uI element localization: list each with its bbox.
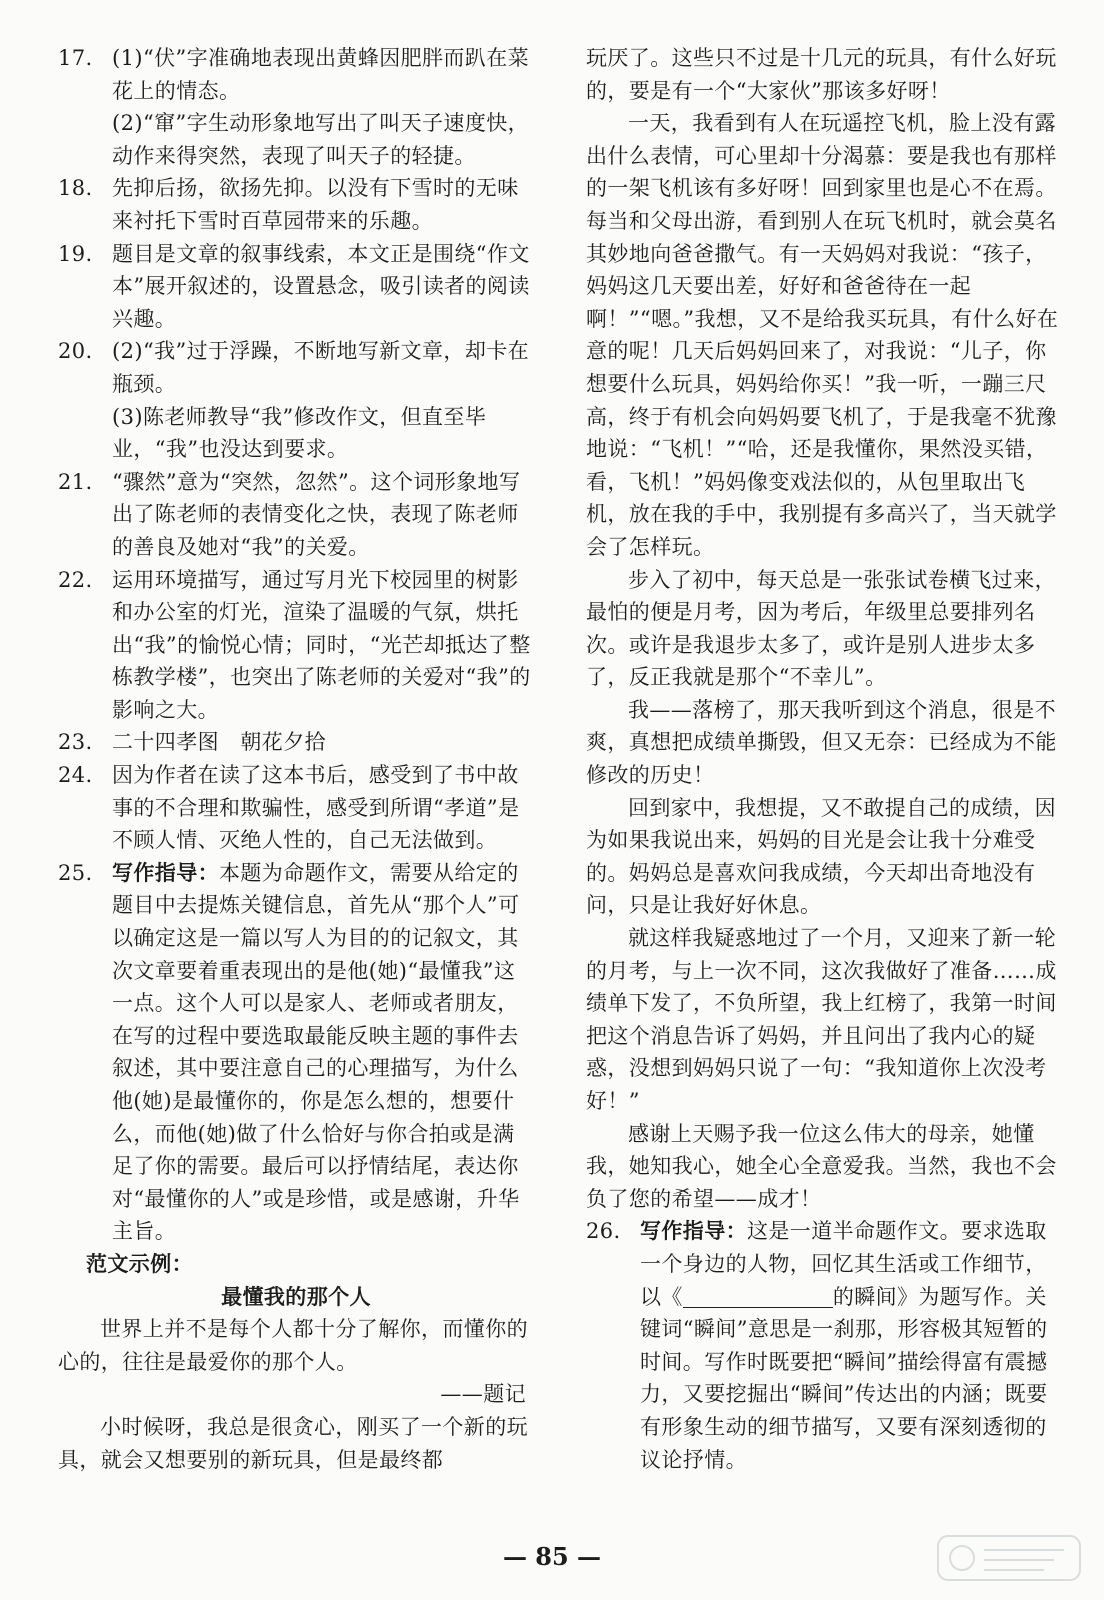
answer-text: 二十四孝图 朝花夕拾 (112, 730, 326, 755)
answer-25 (58, 857, 534, 1248)
answer-part: (2)“窜”字生动形象地写出了叫天子速度快，动作来得突然，表现了叫天子的轻捷。 (112, 111, 530, 168)
answer-number: 17. (58, 46, 93, 70)
writing-guide-label: 写作指导： (112, 859, 219, 885)
essay-paragraph: 小时候呀，我总是很贪心，刚买了一个新的玩具，就会又想要别的新玩具，但是最终都 (58, 1414, 528, 1472)
essay-paragraph: 我——落榜了，那天我听到这个消息，很是不爽，真想把成绩单撕毁，但又无奈：已经成为不能修改的历史！ (586, 697, 1057, 788)
answer-text (112, 857, 534, 1248)
answer-part: (1)“伏”字准确地表现出黄蜂因肥胖而趴在菜花上的情态。 (112, 46, 530, 103)
writing-guide-text: 这是一道半命题作文。要求选取一个身边的人物，回忆其生活或工作细节，以《 (640, 1219, 1047, 1309)
answer-number: 23. (58, 730, 93, 755)
answer-number: 18. (58, 176, 93, 201)
writing-guide-text: 本题为命题作文，需要从给定的题目中去提炼关键信息，首先从“那个人”可以确定这是一篇以写人为目的的记叙文，其次文章要着重表现出的是他(她)“最懂我”这一点。这个人可以是家人、老师或者朋友，在写的过程中要选取最能反映主题的事件去叙述，其中要注意自己的心理描写，为什么他(她)是最懂你的，你是怎么想的，想要什么，而他(她)做了什么恰好与你合拍或是满足了你的需要。最后可以抒情结尾，表达你对“最懂你的人”或是珍惜，或是感谢，升华主旨。 (112, 860, 520, 1244)
essay-title: 最懂我的那个人 (221, 1283, 371, 1309)
answer-number: 21. (58, 469, 93, 494)
essay-paragraph: 感谢上天赐予我一位这么伟大的母亲，她懂我，她知我心，她全心全意爱我。当然，我也不会负了您的希望——成才！ (586, 1121, 1057, 1211)
answer-number: 24. (58, 763, 93, 788)
writing-guide-text: 的瞬间》为题写作。关键词“瞬间”意思是一刹那，形容极其短暂的时间。写作时既要把“瞬间”描绘得富有震撼力，又要挖掘出“瞬间”传达出的内涵；既要有形象生动的细节描写，又要有深刻透彻的议论抒情。 (640, 1284, 1048, 1472)
writing-guide-label: 写作指导： (640, 1218, 747, 1244)
answer-19 (58, 238, 534, 336)
essay-paragraph: 步入了初中，每天总是一张张试卷横飞过来，最怕的便是月考，因为考后，年级里总要排列名次。或许是我退步太多了，或许是别人进步太多了，反正我就是那个“不幸儿”。 (586, 567, 1056, 690)
sample-essay-label: 范文示例： (86, 1250, 193, 1276)
essay-paragraph: 回到家中，我想提，又不敢提自己的成绩，因为如果我说出来，妈妈的目光是会让我十分难受的。妈妈总是喜欢问我成绩，今天却出奇地没有问，只是让我好好休息。 (586, 795, 1056, 918)
answer-26 (586, 1215, 1062, 1476)
answer-23 (58, 726, 534, 759)
answer-text: 题目是文章的叙事线索，本文正是围绕“作文本”展开叙述的，设置悬念，吸引读者的阅读兴趣。 (112, 241, 530, 331)
answer-number: 22. (58, 567, 93, 592)
answer-number: 20. (58, 339, 93, 364)
answer-20 (58, 335, 534, 465)
essay-paragraph: 就这样我疑惑地过了一个月，又迎来了新一轮的月考，与上一次不同，这次我做好了准备……成绩单下发了，不负所望，我上红榜了，我第一时间把这个消息告诉了妈妈，并且问出了我内心的疑惑，没想到妈妈只说了一句：“我知道你上次没考好！” (586, 926, 1057, 1113)
answer-text: 先抑后扬，欲扬先抑。以没有下雪时的无味来衬托下雪时百草园带来的乐趣。 (112, 176, 519, 233)
essay-epigraph: 世界上并不是每个人都十分了解你，而懂你的心的，往往是最爱你的那个人。 (58, 1317, 528, 1374)
answer-24 (58, 759, 534, 857)
answer-text (640, 1215, 1062, 1476)
essay-paragraph: 一天，我看到有人在玩遥控飞机，脸上没有露出什么表情，可心里却十分渴慕：要是我也有那样的一架飞机该有多好呀！回到家里也是心不在焉。每当和父母出游，看到别人在玩飞机时，就会莫名其妙地向爸爸撒气。有一天妈妈对我说：“孩子，妈妈这几天要出差，好好和爸爸待在一起啊！”“嗯。”我想，又不是给我买玩具，有什么好在意的呢！几天后妈妈回来了，对我说：“儿子，你想要什么玩具，妈妈给你买！”我一听，一蹦三尺高，终于有机会向妈妈要飞机了，于是我毫不犹豫地说：“飞机！”“哈，还是我懂你，果然没买错，看，飞机！”妈妈像变戏法似的，从包里取出飞机，放在我的手中，我别提有多高兴了，当天就学会了怎样玩。 (586, 111, 1059, 559)
answer-number: 26. (586, 1219, 621, 1244)
answer-18 (58, 172, 534, 237)
answer-text: 因为作者在读了这本书后，感受到了书中故事的不合理和欺骗性，感受到所谓“孝道”是不顾人情、灭绝人性的，自己无法做到。 (112, 763, 520, 853)
answer-part: (2)“我”过于浮躁，不断地写新文章，却卡在瓶颈。 (112, 339, 530, 396)
answer-number: 25. (58, 860, 93, 885)
answer-part: (3)陈老师教导“我”修改作文，但直至毕业，“我”也没达到要求。 (112, 404, 487, 462)
page-number: — 85 — (502, 1542, 602, 1571)
answer-number: 19. (58, 241, 93, 266)
answer-text: “骤然”意为“突然，忽然”。这个词形象地写出了陈老师的表情变化之快，表现了陈老师的善良及她对“我”的关爱。 (112, 469, 521, 559)
left-column (58, 42, 534, 1476)
right-column (586, 42, 1062, 1476)
answer-22 (58, 564, 534, 727)
essay-paragraph: 玩厌了。这些只不过是十几元的玩具，有什么好玩的，要是有一个“大家伙”那该多好呀！ (586, 46, 1057, 103)
answer-21 (58, 466, 534, 564)
watermark-logo (934, 1530, 1084, 1585)
answer-17 (58, 42, 534, 172)
title-blank (683, 1285, 833, 1308)
answer-text: 运用环境描写，通过写月光下校园里的树影和办公室的灯光，渲染了温暖的气氛，烘托出“我”的愉悦心情；同时，“光芒却抵达了整栋教学楼”，也突出了陈老师的关爱对“我”的影响之大。 (112, 567, 531, 722)
essay-byline: ——题记 (440, 1382, 526, 1407)
